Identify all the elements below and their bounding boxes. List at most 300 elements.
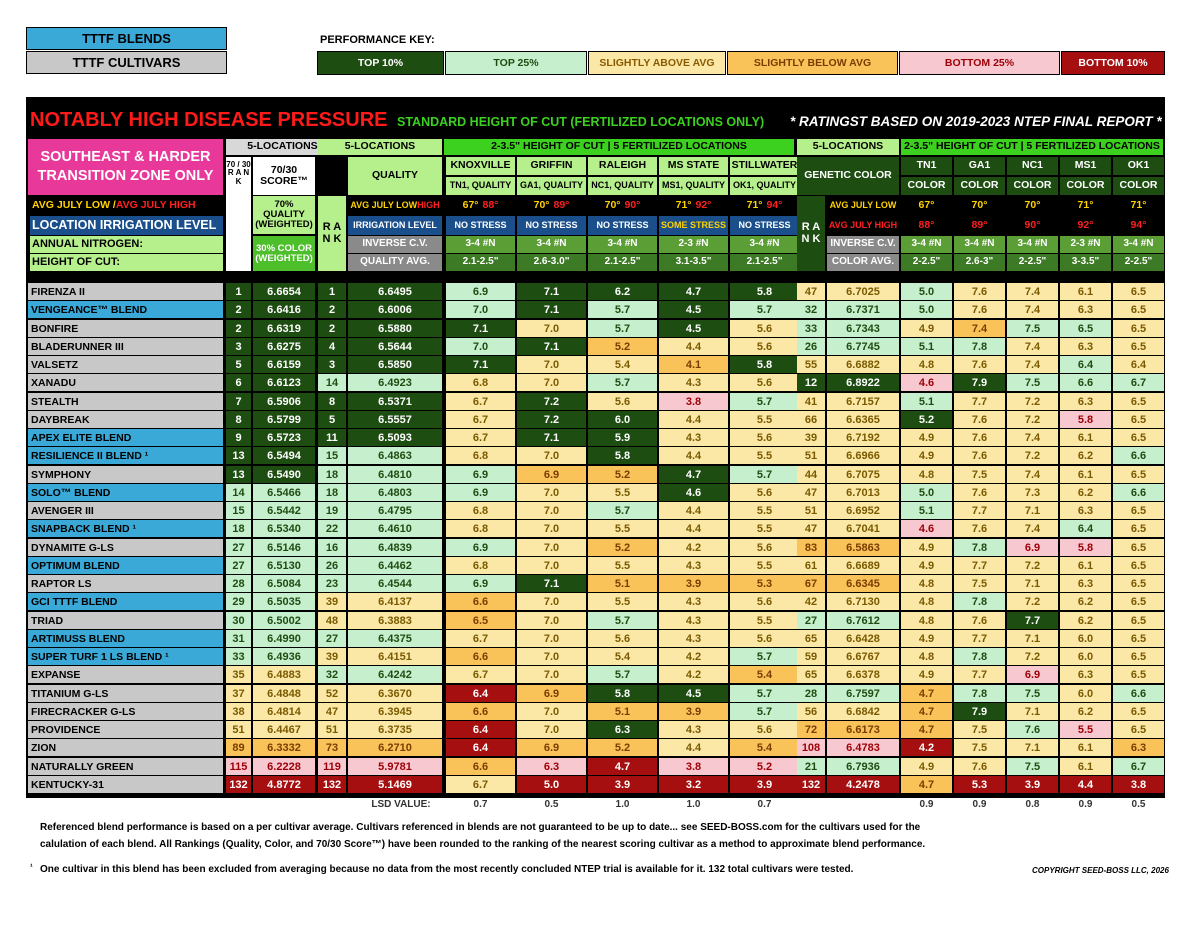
- location-nitrogen: 3-4 #N: [446, 236, 515, 253]
- quality-value: 6.2: [588, 283, 657, 300]
- color-value: 5.8: [1060, 539, 1111, 556]
- quality-rank: 18: [318, 466, 346, 483]
- color-value: 7.8: [954, 593, 1005, 610]
- cultivar-name: VALSETZ: [28, 356, 223, 373]
- score-70-30: 6.5146: [253, 539, 315, 556]
- overall-rank: 13: [226, 447, 251, 464]
- quality-value: 5.7: [730, 466, 799, 483]
- quality-rank: 26: [318, 557, 346, 574]
- location-hoc: 3.1-3.5": [659, 254, 728, 271]
- cultivar-name: XANADU: [28, 374, 223, 391]
- quality-value: 5.4: [588, 356, 657, 373]
- quality-rank-header: R A N K: [318, 196, 346, 271]
- quality-value: 6.6: [446, 703, 515, 720]
- color-value: 7.6: [954, 301, 1005, 318]
- color-value: 4.9: [901, 429, 952, 446]
- color-group-header: 2-3.5" HEIGHT OF CUT | 5 FERTILIZED LOCATIONS: [901, 139, 1163, 155]
- color-value: 6.5: [1113, 466, 1164, 483]
- overall-rank: 33: [226, 648, 251, 665]
- lsd-quality-value: 1.0: [686, 799, 701, 810]
- quality-value: 6.9: [446, 283, 515, 300]
- quality-value: 5.5: [588, 593, 657, 610]
- quality-value: 4.3: [659, 374, 728, 391]
- score-70-30: 6.5035: [253, 593, 315, 610]
- quality-avg: 6.4610: [348, 520, 442, 537]
- color-avg: 6.6428: [827, 630, 899, 647]
- quality-value: 4.3: [659, 429, 728, 446]
- color-value: 7.8: [954, 685, 1005, 702]
- quality-rank: 4: [318, 338, 346, 355]
- quality-value: 6.7: [446, 429, 515, 446]
- quality-value: 5.2: [588, 338, 657, 355]
- performance-key-item: TOP 10%: [317, 51, 444, 75]
- location-irrigation: NO STRESS: [446, 216, 515, 235]
- quality-rank: 8: [318, 393, 346, 410]
- color-avg: 6.6966: [827, 447, 899, 464]
- cultivar-name: TRIAD: [28, 612, 223, 629]
- temp-high: 90°: [624, 198, 641, 211]
- color-value: 7.4: [1007, 520, 1058, 537]
- color-value: 7.3: [1007, 484, 1058, 501]
- score-70-30: 6.4883: [253, 666, 315, 683]
- quality-value: 5.5: [588, 484, 657, 501]
- color-value: 6.5: [1113, 557, 1164, 574]
- quality-value: 7.0: [517, 630, 586, 647]
- lsd-quality-value: 1.0: [615, 799, 630, 810]
- quality-value: 5.6: [730, 320, 799, 337]
- quality-value: 5.5: [730, 411, 799, 428]
- color-value: 6.5: [1113, 612, 1164, 629]
- color-value: 6.1: [1060, 429, 1111, 446]
- color-value: 7.8: [954, 539, 1005, 556]
- cultivar-name: NATURALLY GREEN: [28, 758, 223, 775]
- location-temps: [588, 196, 657, 215]
- overall-rank: 18: [226, 520, 251, 537]
- quality-avg: 6.6495: [348, 283, 442, 300]
- color-value: 7.6: [954, 758, 1005, 775]
- cultivar-name: AVENGER III: [28, 502, 223, 519]
- color-value: 6.5: [1113, 648, 1164, 665]
- quality-rank: 14: [318, 374, 346, 391]
- color-value: 6.3: [1060, 338, 1111, 355]
- cultivar-name: RAPTOR LS: [28, 575, 223, 592]
- quality-rank: 15: [318, 447, 346, 464]
- color-avg: 6.6842: [827, 703, 899, 720]
- quality-value: 5.7: [588, 374, 657, 391]
- color-location-sub: COLOR: [954, 177, 1005, 195]
- score-70-30: 6.5906: [253, 393, 315, 410]
- color-rank: 56: [797, 703, 825, 720]
- color-value: 5.1: [901, 502, 952, 519]
- quality-value: 5.5: [730, 557, 799, 574]
- quality-value: 4.3: [659, 593, 728, 610]
- score-70-30: 6.5002: [253, 612, 315, 629]
- quality-value: 5.5: [730, 502, 799, 519]
- color-value: 7.4: [1007, 429, 1058, 446]
- location-code: TN1, QUALITY: [446, 177, 515, 195]
- color-value: 4.8: [901, 356, 952, 373]
- location-code: OK1, QUALITY: [730, 177, 799, 195]
- color-rank: 65: [797, 666, 825, 683]
- color-location-nitrogen: 3-4 #N: [954, 236, 1005, 253]
- quality-value: 4.3: [659, 557, 728, 574]
- legend-cultivars: TTTF CULTIVARS: [26, 51, 227, 74]
- overall-rank: 15: [226, 502, 251, 519]
- color-value: 7.6: [954, 612, 1005, 629]
- color-value: 5.0: [901, 283, 952, 300]
- quality-value: 7.2: [517, 393, 586, 410]
- color-value: 6.0: [1060, 685, 1111, 702]
- color-value: 5.0: [901, 301, 952, 318]
- score-70-30: 6.2228: [253, 758, 315, 775]
- quality-value: 3.9: [659, 703, 728, 720]
- color-value: 7.2: [1007, 593, 1058, 610]
- color-value: 7.5: [954, 575, 1005, 592]
- quality-value: 6.9: [446, 575, 515, 592]
- color-value: 4.7: [901, 703, 952, 720]
- cultivar-name: EXPANSE: [28, 666, 223, 683]
- quality-rank: 3: [318, 356, 346, 373]
- quality-value: 6.7: [446, 666, 515, 683]
- color-rank: 21: [797, 758, 825, 775]
- score-70-30: 6.5084: [253, 575, 315, 592]
- quality-rank: 22: [318, 520, 346, 537]
- quality-rank: 132: [318, 776, 346, 793]
- color-location-nitrogen: 3-4 #N: [901, 236, 952, 253]
- score-70-30: 6.6123: [253, 374, 315, 391]
- location-code: GA1, QUALITY: [517, 177, 586, 195]
- quality-rank: 32: [318, 666, 346, 683]
- lsd-color-value: 0.8: [1025, 799, 1040, 810]
- color-avg: 6.6689: [827, 557, 899, 574]
- quality-value: 7.1: [517, 301, 586, 318]
- color-rank: 12: [797, 374, 825, 391]
- color-value: 7.7: [954, 630, 1005, 647]
- quality-value: 5.6: [730, 721, 799, 738]
- color-value: 5.2: [901, 411, 952, 428]
- color-avg: 6.7013: [827, 484, 899, 501]
- color-rank: 51: [797, 502, 825, 519]
- color-value: 4.7: [901, 776, 952, 793]
- copyright: COPYRIGHT SEED-BOSS LLC, 2026: [1032, 866, 1169, 875]
- location-hoc: 2.1-2.5": [588, 254, 657, 271]
- overall-rank: 14: [226, 484, 251, 501]
- score-70-30: 6.5494: [253, 447, 315, 464]
- quality-rank: 119: [318, 758, 346, 775]
- quality-value: 4.4: [659, 520, 728, 537]
- quality-value: 3.9: [588, 776, 657, 793]
- lsd-quality-value: 0.7: [757, 799, 772, 810]
- color-location-low: 70°: [1007, 196, 1058, 215]
- quality-avg: 6.4923: [348, 374, 442, 391]
- quality-avg: 6.3945: [348, 703, 442, 720]
- score-70-30: 6.5130: [253, 557, 315, 574]
- color-avg: 6.7597: [827, 685, 899, 702]
- color-value: 7.5: [1007, 374, 1058, 391]
- quality-value: 7.0: [517, 557, 586, 574]
- color-rank: 42: [797, 593, 825, 610]
- color-value: 7.4: [1007, 338, 1058, 355]
- color-avg: 6.4783: [827, 739, 899, 756]
- overall-rank: 1: [226, 283, 251, 300]
- color-avg: 6.7041: [827, 520, 899, 537]
- color-value: 6.6: [1113, 447, 1164, 464]
- score-70-30: 6.5340: [253, 520, 315, 537]
- color-value: 4.9: [901, 758, 952, 775]
- color-value: 6.5: [1113, 429, 1164, 446]
- color-value: 6.5: [1113, 502, 1164, 519]
- location-temps: [730, 196, 799, 215]
- color-avg-low: AVG JULY LOW: [827, 196, 899, 215]
- lsd-color-value: 0.5: [1131, 799, 1146, 810]
- overall-rank: 30: [226, 612, 251, 629]
- color-value: 7.8: [954, 648, 1005, 665]
- quality-value: 7.1: [517, 338, 586, 355]
- quality-value: 4.5: [659, 685, 728, 702]
- cultivar-name: DAYBREAK: [28, 411, 223, 428]
- color-location-hoc: 2-2.5": [1113, 254, 1164, 271]
- color-value: 6.5: [1113, 283, 1164, 300]
- color-avg: 6.7343: [827, 320, 899, 337]
- color-value: 6.4: [1113, 356, 1164, 373]
- quality-avg: 6.5850: [348, 356, 442, 373]
- overall-rank: 6: [226, 374, 251, 391]
- overall-rank: 38: [226, 703, 251, 720]
- cultivar-name: GCI TTTF BLEND: [28, 593, 223, 610]
- score-70-30: 6.4936: [253, 648, 315, 665]
- score-70-30: 6.5466: [253, 484, 315, 501]
- color-rank: 132: [797, 776, 825, 793]
- quality-rank: 2: [318, 301, 346, 318]
- color-value: 7.5: [954, 466, 1005, 483]
- color-value: 6.2: [1060, 593, 1111, 610]
- quality-value: 5.5: [730, 447, 799, 464]
- quality-value: 7.0: [517, 721, 586, 738]
- region-title: SOUTHEAST & HARDER TRANSITION ZONE ONLY: [28, 139, 223, 195]
- color-value: 5.5: [1060, 721, 1111, 738]
- nitrogen-label: ANNUAL NITROGEN:: [30, 236, 223, 253]
- overall-rank: 27: [226, 539, 251, 556]
- color-value: 6.1: [1060, 758, 1111, 775]
- quality-avg: 6.4375: [348, 630, 442, 647]
- quality-avg: 6.5093: [348, 429, 442, 446]
- quality-value: 5.1: [588, 575, 657, 592]
- color-location-code: GA1: [954, 157, 1005, 175]
- lsd-quality-value: 0.7: [473, 799, 488, 810]
- score-70-30: 6.4814: [253, 703, 315, 720]
- color-location-nitrogen: 3-4 #N: [1007, 236, 1058, 253]
- quality-value: 6.8: [446, 374, 515, 391]
- quality-value: 5.6: [730, 338, 799, 355]
- color-value: 7.1: [1007, 502, 1058, 519]
- color-value: 6.3: [1060, 393, 1111, 410]
- quality-rank: 19: [318, 502, 346, 519]
- color-location-sub: COLOR: [1007, 177, 1058, 195]
- color-value: 7.6: [954, 356, 1005, 373]
- color-value: 7.4: [1007, 466, 1058, 483]
- color-rank: 28: [797, 685, 825, 702]
- color-value: 6.1: [1060, 466, 1111, 483]
- lsd-color-value: 0.9: [919, 799, 934, 810]
- overall-rank: 27: [226, 557, 251, 574]
- banner-subtitle: STANDARD HEIGHT OF CUT (FERTILIZED LOCATIONS ONLY): [397, 115, 765, 129]
- color-value: 6.0: [1060, 648, 1111, 665]
- color-value: 7.7: [1007, 612, 1058, 629]
- five-locations-header: 5-LOCATIONS: [226, 139, 339, 155]
- location-city: GRIFFIN: [517, 157, 586, 175]
- cultivar-name: KENTUCKY-31: [28, 776, 223, 793]
- color-location-hoc: 2-2.5": [1007, 254, 1058, 271]
- quality-value: 5.2: [588, 739, 657, 756]
- color-location-code: NC1: [1007, 157, 1058, 175]
- score-70-30: 6.3332: [253, 739, 315, 756]
- color-value: 6.9: [1007, 539, 1058, 556]
- quality-avg: 6.4137: [348, 593, 442, 610]
- quality-value: 5.1: [588, 703, 657, 720]
- quality-value: 5.6: [730, 484, 799, 501]
- cultivar-name: FIRECRACKER G-LS: [28, 703, 223, 720]
- quality-value: 5.7: [730, 703, 799, 720]
- avg-july-label: [30, 196, 223, 215]
- cultivar-name: OPTIMUM BLEND: [28, 557, 223, 574]
- color-value: 7.7: [954, 393, 1005, 410]
- quality-value: 7.0: [517, 484, 586, 501]
- location-irrigation: NO STRESS: [588, 216, 657, 235]
- color-value: 7.2: [1007, 411, 1058, 428]
- quality-avg: 6.4151: [348, 648, 442, 665]
- location-irrigation: NO STRESS: [730, 216, 799, 235]
- overall-rank: 37: [226, 685, 251, 702]
- score-70-30: 6.4848: [253, 685, 315, 702]
- quality-value: 6.9: [517, 685, 586, 702]
- quality-value: 5.7: [588, 320, 657, 337]
- quality-rank: 39: [318, 648, 346, 665]
- color-avg: 6.7612: [827, 612, 899, 629]
- color-value: 6.2: [1060, 612, 1111, 629]
- overall-rank: 8: [226, 411, 251, 428]
- color-location-hoc: 3-3.5": [1060, 254, 1111, 271]
- color-value: 4.6: [901, 520, 952, 537]
- quality-value: 4.4: [659, 338, 728, 355]
- quality-label: QUALITY: [348, 157, 442, 195]
- color-value: 5.3: [954, 776, 1005, 793]
- color-avg: 6.7025: [827, 283, 899, 300]
- quality-avg-label: QUALITY AVG.: [348, 254, 442, 271]
- quality-value: 6.3: [517, 758, 586, 775]
- color-value: 4.4: [1060, 776, 1111, 793]
- color-value: 7.7: [954, 666, 1005, 683]
- quality-value: 5.8: [588, 685, 657, 702]
- quality-value: 5.4: [730, 666, 799, 683]
- color-value: 7.5: [954, 739, 1005, 756]
- footer-line-2: calulation of each blend. All Rankings (Quality, Color, and 70/30 Score™) have been rounded to the ranking of the nearest scoring cultivar as a method to approximate blend performance.: [40, 839, 926, 850]
- quality-value: 5.6: [730, 429, 799, 446]
- color-value: 6.5: [1113, 338, 1164, 355]
- quality-value: 6.5: [446, 612, 515, 629]
- genetic-color-label: GENETIC COLOR: [797, 157, 899, 195]
- quality-value: 5.2: [730, 758, 799, 775]
- quality-value: 7.0: [517, 320, 586, 337]
- color-avg: 6.7936: [827, 758, 899, 775]
- color-rank: 61: [797, 557, 825, 574]
- temp-low: 71°: [746, 198, 763, 211]
- score-70-30: 6.5442: [253, 502, 315, 519]
- color-value: 6.9: [1007, 666, 1058, 683]
- color-avg: 6.7371: [827, 301, 899, 318]
- quality-avg: 5.1469: [348, 776, 442, 793]
- color-rank: 32: [797, 301, 825, 318]
- quality-value: 7.0: [517, 612, 586, 629]
- temp-high: 88°: [482, 198, 499, 211]
- quality-rank: 18: [318, 484, 346, 501]
- quality-value: 4.7: [588, 758, 657, 775]
- color-avg: 6.6345: [827, 575, 899, 592]
- quality-value: 5.7: [730, 685, 799, 702]
- cultivar-name: BONFIRE: [28, 320, 223, 337]
- color-value: 7.7: [954, 502, 1005, 519]
- color-value: 6.5: [1113, 721, 1164, 738]
- color-value: 6.2: [1060, 703, 1111, 720]
- color-value: 6.2: [1060, 484, 1111, 501]
- overall-rank: 2: [226, 301, 251, 318]
- score-70-30: 6.5490: [253, 466, 315, 483]
- quality-value: 6.7: [446, 776, 515, 793]
- color-location-high: 92°: [1060, 216, 1111, 235]
- location-hoc: 2.1-2.5": [730, 254, 799, 271]
- q-high-label: HIGH: [417, 199, 440, 210]
- color-value: 7.2: [1007, 447, 1058, 464]
- q-low-label: AVG JULY LOW: [350, 199, 418, 210]
- color-value: 7.4: [1007, 356, 1058, 373]
- location-nitrogen: 3-4 #N: [588, 236, 657, 253]
- quality-value: 4.7: [659, 466, 728, 483]
- quality-value: 5.5: [588, 557, 657, 574]
- color-avg: 6.7130: [827, 593, 899, 610]
- color-value: 3.8: [1113, 776, 1164, 793]
- color-value: 7.6: [954, 447, 1005, 464]
- color-avg: 6.6952: [827, 502, 899, 519]
- color-five-loc: 5-LOCATIONS: [797, 139, 899, 155]
- color-value: 4.9: [901, 666, 952, 683]
- color-value: 6.5: [1113, 575, 1164, 592]
- quality-value: 4.5: [659, 301, 728, 318]
- color-value: 6.3: [1060, 502, 1111, 519]
- color-value: 6.1: [1060, 283, 1111, 300]
- color-avg: 6.7157: [827, 393, 899, 410]
- color-rank: 41: [797, 393, 825, 410]
- color-location-nitrogen: 2-3 #N: [1060, 236, 1111, 253]
- color-value: 7.4: [1007, 301, 1058, 318]
- color-location-low: 71°: [1113, 196, 1164, 215]
- cultivar-name: FIRENZA II: [28, 283, 223, 300]
- quality-value: 5.6: [730, 539, 799, 556]
- quality-avg: 6.4462: [348, 557, 442, 574]
- quality-value: 5.7: [588, 502, 657, 519]
- quality-rank: 47: [318, 703, 346, 720]
- quality-value: 7.0: [517, 666, 586, 683]
- score-70-30: 6.6159: [253, 356, 315, 373]
- color-value: 6.5: [1113, 630, 1164, 647]
- location-code: NC1, QUALITY: [588, 177, 657, 195]
- temp-high: 92°: [695, 198, 712, 211]
- quality-rank: 23: [318, 575, 346, 592]
- quality-avg: 6.2710: [348, 739, 442, 756]
- color-location-code: MS1: [1060, 157, 1111, 175]
- quality-value: 5.5: [730, 612, 799, 629]
- cultivar-name: RESILIENCE II BLEND ¹: [28, 447, 223, 464]
- color-rank: 39: [797, 429, 825, 446]
- quality-value: 6.8: [446, 447, 515, 464]
